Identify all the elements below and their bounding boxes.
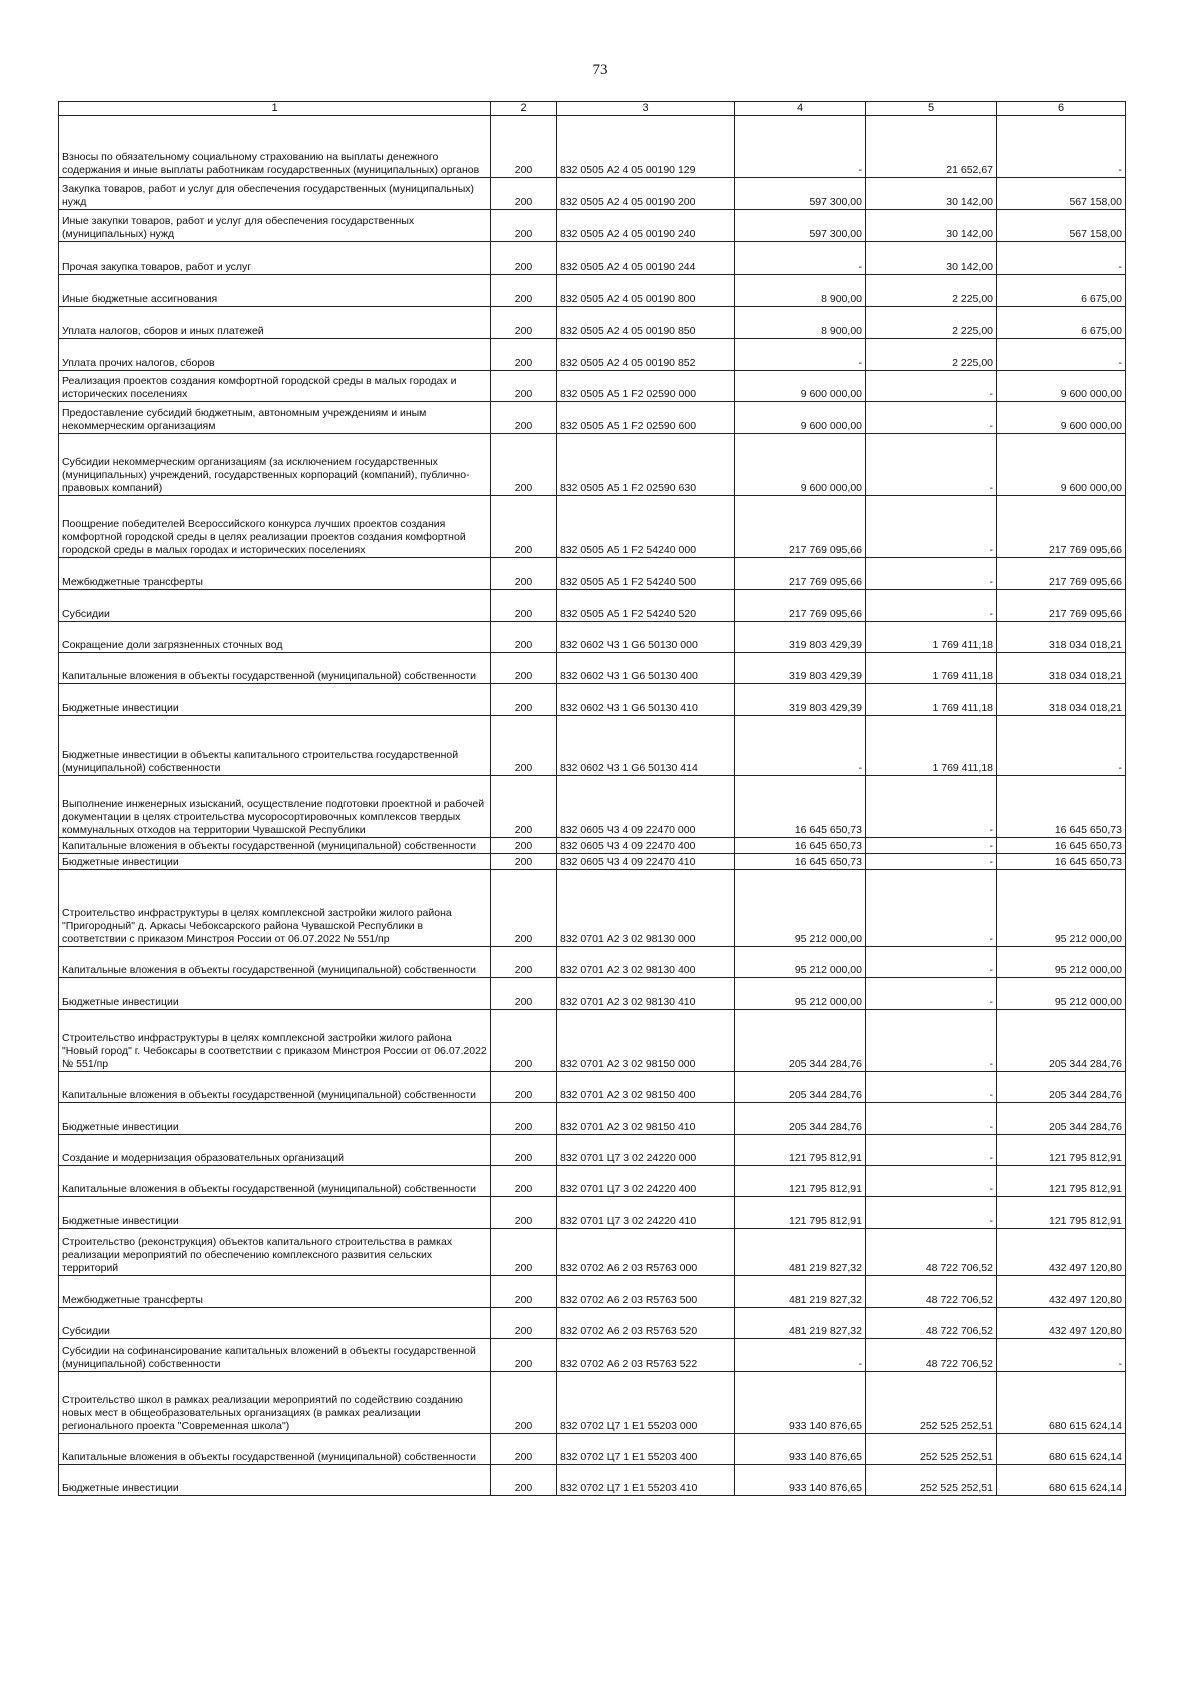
budget-classification-code: 832 0702 А6 2 03 R5763 000 — [557, 1229, 735, 1276]
amount-col4: 205 344 284,76 — [735, 1072, 866, 1103]
admin-code: 200 — [491, 1465, 557, 1496]
page-number: 73 — [592, 62, 608, 78]
table-row — [59, 371, 1126, 402]
amount-col4: 319 803 429,39 — [735, 684, 866, 716]
budget-classification-code: 832 0505 А2 4 05 00190 800 — [557, 275, 735, 307]
budget-classification-code: 832 0505 А5 1 F2 02590 600 — [557, 402, 735, 434]
amount-col4: 16 645 650,73 — [735, 776, 866, 838]
amount-col4: 205 344 284,76 — [735, 1103, 866, 1135]
table-row — [59, 242, 1126, 275]
admin-code: 200 — [491, 307, 557, 339]
expense-name: Строительство инфраструктуры в целях комплексной застройки жилого района "Новый город" г. Чебоксары в соответствии с приказом Минстроя России от 06.07.2022 № 551/пр — [59, 1010, 491, 1072]
table-row — [59, 1308, 1126, 1339]
admin-code: 200 — [491, 1308, 557, 1339]
amount-col6: 432 497 120,80 — [997, 1229, 1126, 1276]
amount-col6: 16 645 650,73 — [997, 838, 1126, 854]
amount-col4: 16 645 650,73 — [735, 854, 866, 870]
budget-classification-code: 832 0505 А2 4 05 00190 129 — [557, 116, 735, 178]
admin-code: 200 — [491, 653, 557, 684]
expense-name: Уплата прочих налогов, сборов — [59, 339, 491, 371]
amount-col5: 30 142,00 — [866, 178, 997, 210]
amount-col5: - — [866, 1010, 997, 1072]
budget-classification-code: 832 0505 А2 4 05 00190 240 — [557, 210, 735, 242]
amount-col5: 252 525 252,51 — [866, 1434, 997, 1465]
amount-col4: 217 769 095,66 — [735, 558, 866, 590]
admin-code: 200 — [491, 210, 557, 242]
table-row — [59, 1072, 1126, 1103]
budget-table — [58, 101, 1126, 1496]
amount-col4: 8 900,00 — [735, 307, 866, 339]
amount-col6: 9 600 000,00 — [997, 402, 1126, 434]
budget-classification-code: 832 0505 А2 4 05 00190 244 — [557, 242, 735, 275]
amount-col5: 1 769 411,18 — [866, 653, 997, 684]
expense-name: Выполнение инженерных изысканий, осуществление подготовки проектной и рабочей документации в целях строительства мусоросортировочных комплексов твердых коммунальных отходов на территории Чувашской Республики — [59, 776, 491, 838]
table-row — [59, 1339, 1126, 1372]
amount-col6: 432 497 120,80 — [997, 1276, 1126, 1308]
admin-code: 200 — [491, 776, 557, 838]
amount-col5: 1 769 411,18 — [866, 622, 997, 653]
column-header: 6 — [997, 102, 1126, 116]
amount-col6: 217 769 095,66 — [997, 558, 1126, 590]
admin-code: 200 — [491, 1135, 557, 1166]
amount-col5: 30 142,00 — [866, 210, 997, 242]
expense-name: Капитальные вложения в объекты государственной (муниципальной) собственности — [59, 1166, 491, 1197]
expense-name: Строительство школ в рамках реализации мероприятий по содействию созданию новых мест в общеобразовательных организациях (в рамках реализации регионального проекта "Современная школа") — [59, 1372, 491, 1434]
admin-code: 200 — [491, 1372, 557, 1434]
table-row — [59, 684, 1126, 716]
budget-classification-code: 832 0702 А6 2 03 R5763 520 — [557, 1308, 735, 1339]
amount-col6: 95 212 000,00 — [997, 978, 1126, 1010]
amount-col6: - — [997, 242, 1126, 275]
amount-col5: - — [866, 1103, 997, 1135]
amount-col6: 318 034 018,21 — [997, 653, 1126, 684]
admin-code: 200 — [491, 402, 557, 434]
amount-col6: 567 158,00 — [997, 210, 1126, 242]
admin-code: 200 — [491, 558, 557, 590]
budget-classification-code: 832 0701 А2 3 02 98150 400 — [557, 1072, 735, 1103]
admin-code: 200 — [491, 1434, 557, 1465]
table-row — [59, 776, 1126, 838]
admin-code: 200 — [491, 622, 557, 653]
budget-classification-code: 832 0505 А5 1 F2 02590 000 — [557, 371, 735, 402]
amount-col4: 217 769 095,66 — [735, 590, 866, 622]
expense-name: Межбюджетные трансферты — [59, 558, 491, 590]
table-row — [59, 1372, 1126, 1434]
expense-name: Капитальные вложения в объекты государственной (муниципальной) собственности — [59, 1434, 491, 1465]
amount-col4: 933 140 876,65 — [735, 1465, 866, 1496]
amount-col5: - — [866, 854, 997, 870]
budget-classification-code: 832 0602 Ч3 1 G6 50130 400 — [557, 653, 735, 684]
admin-code: 200 — [491, 716, 557, 776]
budget-classification-code: 832 0702 Ц7 1 E1 55203 400 — [557, 1434, 735, 1465]
amount-col4: - — [735, 242, 866, 275]
expense-name: Бюджетные инвестиции — [59, 1465, 491, 1496]
table-row — [59, 1434, 1126, 1465]
amount-col6: 217 769 095,66 — [997, 590, 1126, 622]
amount-col4: 9 600 000,00 — [735, 434, 866, 496]
amount-col4: 95 212 000,00 — [735, 947, 866, 978]
expense-name: Реализация проектов создания комфортной городской среды в малых городах и исторических поселениях — [59, 371, 491, 402]
amount-col4: 481 219 827,32 — [735, 1229, 866, 1276]
expense-name: Бюджетные инвестиции — [59, 978, 491, 1010]
budget-classification-code: 832 0505 А2 4 05 00190 850 — [557, 307, 735, 339]
amount-col6: 680 615 624,14 — [997, 1372, 1126, 1434]
amount-col4: 121 795 812,91 — [735, 1135, 866, 1166]
expense-name: Создание и модернизация образовательных организаций — [59, 1135, 491, 1166]
budget-classification-code: 832 0702 Ц7 1 E1 55203 410 — [557, 1465, 735, 1496]
admin-code: 200 — [491, 371, 557, 402]
amount-col4: 9 600 000,00 — [735, 371, 866, 402]
column-header: 3 — [557, 102, 735, 116]
budget-classification-code: 832 0505 А5 1 F2 54240 000 — [557, 496, 735, 558]
amount-col4: - — [735, 1339, 866, 1372]
amount-col5: 2 225,00 — [866, 307, 997, 339]
budget-classification-code: 832 0701 Ц7 3 02 24220 410 — [557, 1197, 735, 1229]
table-row — [59, 434, 1126, 496]
amount-col5: 252 525 252,51 — [866, 1465, 997, 1496]
amount-col4: 481 219 827,32 — [735, 1276, 866, 1308]
budget-classification-code: 832 0701 А2 3 02 98150 410 — [557, 1103, 735, 1135]
amount-col6: 205 344 284,76 — [997, 1103, 1126, 1135]
amount-col6: 121 795 812,91 — [997, 1135, 1126, 1166]
admin-code: 200 — [491, 978, 557, 1010]
expense-name: Бюджетные инвестиции — [59, 1103, 491, 1135]
amount-col6: - — [997, 339, 1126, 371]
table-row — [59, 716, 1126, 776]
amount-col4: - — [735, 116, 866, 178]
column-header: 2 — [491, 102, 557, 116]
admin-code: 200 — [491, 1197, 557, 1229]
amount-col5: - — [866, 402, 997, 434]
expense-name: Иные бюджетные ассигнования — [59, 275, 491, 307]
amount-col5: - — [866, 1166, 997, 1197]
expense-name: Уплата налогов, сборов и иных платежей — [59, 307, 491, 339]
amount-col5: 30 142,00 — [866, 242, 997, 275]
amount-col5: - — [866, 434, 997, 496]
expense-name: Поощрение победителей Всероссийского конкурса лучших проектов создания комфортной городской среды в целях реализации проектов создания комфортной городской среды в малых городах и исторических поселениях — [59, 496, 491, 558]
amount-col4: 121 795 812,91 — [735, 1166, 866, 1197]
amount-col4: 933 140 876,65 — [735, 1434, 866, 1465]
amount-col4: - — [735, 716, 866, 776]
budget-classification-code: 832 0505 А5 1 F2 02590 630 — [557, 434, 735, 496]
admin-code: 200 — [491, 947, 557, 978]
amount-col5: - — [866, 590, 997, 622]
budget-classification-code: 832 0701 А2 3 02 98130 000 — [557, 870, 735, 947]
table-row — [59, 558, 1126, 590]
table-row — [59, 307, 1126, 339]
expense-name: Взносы по обязательному социальному страхованию на выплаты денежного содержания и иные выплаты работникам государственных (муниципальных) органов — [59, 116, 491, 178]
amount-col6: 95 212 000,00 — [997, 870, 1126, 947]
expense-name: Строительство (реконструкция) объектов капитального строительства в рамках реализации мероприятий по обеспечению комплексного развития сельских территорий — [59, 1229, 491, 1276]
amount-col6: 318 034 018,21 — [997, 684, 1126, 716]
amount-col6: 9 600 000,00 — [997, 371, 1126, 402]
budget-classification-code: 832 0605 Ч3 4 09 22470 410 — [557, 854, 735, 870]
amount-col6: 432 497 120,80 — [997, 1308, 1126, 1339]
expense-name: Прочая закупка товаров, работ и услуг — [59, 242, 491, 275]
table-row — [59, 590, 1126, 622]
table-row — [59, 210, 1126, 242]
table-row — [59, 116, 1126, 178]
admin-code: 200 — [491, 1103, 557, 1135]
amount-col5: - — [866, 1072, 997, 1103]
expense-name: Субсидии — [59, 590, 491, 622]
budget-classification-code: 832 0701 А2 3 02 98150 000 — [557, 1010, 735, 1072]
budget-classification-code: 832 0602 Ч3 1 G6 50130 000 — [557, 622, 735, 653]
table-row — [59, 496, 1126, 558]
amount-col4: 597 300,00 — [735, 210, 866, 242]
amount-col5: - — [866, 978, 997, 1010]
amount-col6: 6 675,00 — [997, 275, 1126, 307]
admin-code: 200 — [491, 178, 557, 210]
expense-name: Субсидии на софинансирование капитальных вложений в объекты государственной (муниципальной) собственности — [59, 1339, 491, 1372]
amount-col6: 16 645 650,73 — [997, 854, 1126, 870]
amount-col5: 48 722 706,52 — [866, 1308, 997, 1339]
table-row — [59, 978, 1126, 1010]
column-header: 4 — [735, 102, 866, 116]
amount-col5: - — [866, 496, 997, 558]
amount-col6: 121 795 812,91 — [997, 1197, 1126, 1229]
amount-col4: - — [735, 339, 866, 371]
table-row — [59, 275, 1126, 307]
amount-col4: 217 769 095,66 — [735, 496, 866, 558]
amount-col4: 121 795 812,91 — [735, 1197, 866, 1229]
table-row — [59, 1197, 1126, 1229]
table-row — [59, 870, 1126, 947]
budget-classification-code: 832 0701 Ц7 3 02 24220 000 — [557, 1135, 735, 1166]
expense-name: Предоставление субсидий бюджетным, автономным учреждениям и иным некоммерческим организациям — [59, 402, 491, 434]
admin-code: 200 — [491, 684, 557, 716]
amount-col5: 2 225,00 — [866, 275, 997, 307]
expense-name: Капитальные вложения в объекты государственной (муниципальной) собственности — [59, 838, 491, 854]
amount-col5: - — [866, 776, 997, 838]
expense-name: Межбюджетные трансферты — [59, 1276, 491, 1308]
amount-col6: 680 615 624,14 — [997, 1434, 1126, 1465]
amount-col6: 205 344 284,76 — [997, 1072, 1126, 1103]
amount-col6: 217 769 095,66 — [997, 496, 1126, 558]
table-row — [59, 854, 1126, 870]
amount-col6: 680 615 624,14 — [997, 1465, 1126, 1496]
amount-col5: - — [866, 838, 997, 854]
expense-name: Закупка товаров, работ и услуг для обеспечения государственных (муниципальных) нужд — [59, 178, 491, 210]
amount-col5: 252 525 252,51 — [866, 1372, 997, 1434]
budget-classification-code: 832 0605 Ч3 4 09 22470 000 — [557, 776, 735, 838]
expense-name: Субсидии некоммерческим организациям (за исключением государственных (муниципальных) учреждений, государственных корпораций (компаний), публично-правовых компаний) — [59, 434, 491, 496]
amount-col4: 95 212 000,00 — [735, 978, 866, 1010]
amount-col5: - — [866, 870, 997, 947]
amount-col4: 8 900,00 — [735, 275, 866, 307]
expense-name: Бюджетные инвестиции — [59, 854, 491, 870]
amount-col5: 48 722 706,52 — [866, 1339, 997, 1372]
table-row — [59, 838, 1126, 854]
expense-name: Иные закупки товаров, работ и услуг для обеспечения государственных (муниципальных) нужд — [59, 210, 491, 242]
admin-code: 200 — [491, 275, 557, 307]
admin-code: 200 — [491, 838, 557, 854]
amount-col6: 318 034 018,21 — [997, 622, 1126, 653]
table-row — [59, 402, 1126, 434]
admin-code: 200 — [491, 496, 557, 558]
budget-classification-code: 832 0605 Ч3 4 09 22470 400 — [557, 838, 735, 854]
column-header: 5 — [866, 102, 997, 116]
amount-col6: 205 344 284,76 — [997, 1010, 1126, 1072]
amount-col4: 9 600 000,00 — [735, 402, 866, 434]
table-row — [59, 653, 1126, 684]
admin-code: 200 — [491, 1010, 557, 1072]
expense-name: Сокращение доли загрязненных сточных вод — [59, 622, 491, 653]
budget-classification-code: 832 0505 А2 4 05 00190 852 — [557, 339, 735, 371]
amount-col4: 205 344 284,76 — [735, 1010, 866, 1072]
amount-col6: 16 645 650,73 — [997, 776, 1126, 838]
table-row — [59, 1465, 1126, 1496]
admin-code: 200 — [491, 870, 557, 947]
budget-classification-code: 832 0505 А5 1 F2 54240 520 — [557, 590, 735, 622]
budget-classification-code: 832 0701 Ц7 3 02 24220 400 — [557, 1166, 735, 1197]
amount-col4: 597 300,00 — [735, 178, 866, 210]
expense-name: Капитальные вложения в объекты государственной (муниципальной) собственности — [59, 653, 491, 684]
amount-col6: 121 795 812,91 — [997, 1166, 1126, 1197]
budget-classification-code: 832 0602 Ч3 1 G6 50130 410 — [557, 684, 735, 716]
expense-name: Строительство инфраструктуры в целях комплексной застройки жилого района "Пригородный" д. Аркасы Чебоксарского района Чувашской Республики в соответствии с приказом Минстроя России от 06.07.2022 № 551/пр — [59, 870, 491, 947]
table-row — [59, 1229, 1126, 1276]
amount-col5: 1 769 411,18 — [866, 716, 997, 776]
table-row — [59, 1135, 1126, 1166]
admin-code: 200 — [491, 1276, 557, 1308]
amount-col5: 48 722 706,52 — [866, 1276, 997, 1308]
amount-col5: 2 225,00 — [866, 339, 997, 371]
amount-col6: 6 675,00 — [997, 307, 1126, 339]
table-row — [59, 622, 1126, 653]
budget-classification-code: 832 0702 Ц7 1 E1 55203 000 — [557, 1372, 735, 1434]
amount-col4: 95 212 000,00 — [735, 870, 866, 947]
amount-col6: - — [997, 716, 1126, 776]
expense-name: Бюджетные инвестиции — [59, 684, 491, 716]
amount-col5: - — [866, 371, 997, 402]
amount-col4: 933 140 876,65 — [735, 1372, 866, 1434]
amount-col5: - — [866, 1197, 997, 1229]
column-header: 1 — [59, 102, 491, 116]
budget-classification-code: 832 0602 Ч3 1 G6 50130 414 — [557, 716, 735, 776]
table-row — [59, 339, 1126, 371]
expense-name: Бюджетные инвестиции в объекты капитального строительства государственной (муниципальной) собственности — [59, 716, 491, 776]
admin-code: 200 — [491, 1166, 557, 1197]
admin-code: 200 — [491, 434, 557, 496]
budget-classification-code: 832 0505 А2 4 05 00190 200 — [557, 178, 735, 210]
admin-code: 200 — [491, 116, 557, 178]
amount-col5: - — [866, 1135, 997, 1166]
header-row — [59, 102, 1126, 116]
table-row — [59, 947, 1126, 978]
table-row — [59, 178, 1126, 210]
amount-col6: 567 158,00 — [997, 178, 1126, 210]
amount-col6: - — [997, 1339, 1126, 1372]
table-row — [59, 1010, 1126, 1072]
amount-col6: 9 600 000,00 — [997, 434, 1126, 496]
amount-col5: 21 652,67 — [866, 116, 997, 178]
budget-classification-code: 832 0701 А2 3 02 98130 400 — [557, 947, 735, 978]
budget-classification-code: 832 0702 А6 2 03 R5763 522 — [557, 1339, 735, 1372]
amount-col5: - — [866, 558, 997, 590]
table-row — [59, 1166, 1126, 1197]
expense-name: Капитальные вложения в объекты государственной (муниципальной) собственности — [59, 947, 491, 978]
amount-col6: - — [997, 116, 1126, 178]
amount-col4: 319 803 429,39 — [735, 653, 866, 684]
amount-col6: 95 212 000,00 — [997, 947, 1126, 978]
admin-code: 200 — [491, 590, 557, 622]
table-row — [59, 1103, 1126, 1135]
amount-col5: - — [866, 947, 997, 978]
amount-col4: 16 645 650,73 — [735, 838, 866, 854]
admin-code: 200 — [491, 854, 557, 870]
admin-code: 200 — [491, 1072, 557, 1103]
amount-col4: 319 803 429,39 — [735, 622, 866, 653]
admin-code: 200 — [491, 1339, 557, 1372]
amount-col5: 48 722 706,52 — [866, 1229, 997, 1276]
admin-code: 200 — [491, 242, 557, 275]
expense-name: Субсидии — [59, 1308, 491, 1339]
budget-classification-code: 832 0702 А6 2 03 R5763 500 — [557, 1276, 735, 1308]
expense-name: Капитальные вложения в объекты государственной (муниципальной) собственности — [59, 1072, 491, 1103]
budget-classification-code: 832 0701 А2 3 02 98130 410 — [557, 978, 735, 1010]
admin-code: 200 — [491, 339, 557, 371]
expense-name: Бюджетные инвестиции — [59, 1197, 491, 1229]
amount-col5: 1 769 411,18 — [866, 684, 997, 716]
budget-classification-code: 832 0505 А5 1 F2 54240 500 — [557, 558, 735, 590]
admin-code: 200 — [491, 1229, 557, 1276]
amount-col4: 481 219 827,32 — [735, 1308, 866, 1339]
table-row — [59, 1276, 1126, 1308]
